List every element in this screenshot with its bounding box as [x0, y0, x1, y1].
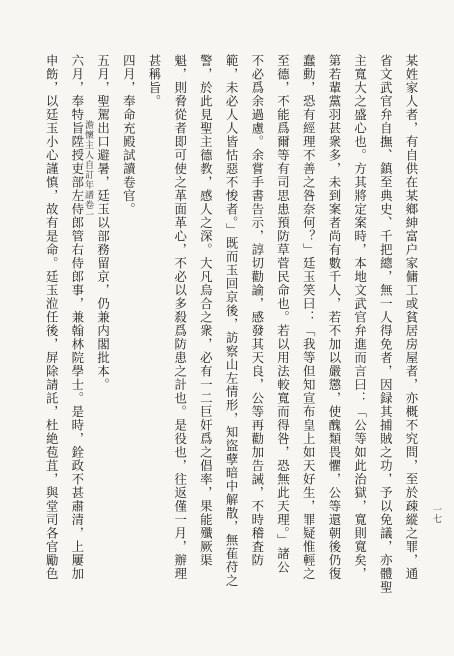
text-column: 六月，奉特旨陞授吏部左侍郎管右侍郎事，兼翰林院學士。是時，銓政不甚肅清，上屢加 — [69, 54, 85, 581]
text-column: 範，未必人人皆怙惡不悛者。」既而玉回京後，訪察山左情形，知盜孽暗中解散，無萑苻之 — [224, 54, 240, 588]
running-head: 澹懷主人自訂年譜卷一 — [83, 120, 93, 220]
text-column: 五月，聖駕出口避暑，廷玉以部務留京，仍兼内閣批本。 — [95, 54, 111, 392]
page-number: 一七 — [431, 505, 441, 523]
text-column: 第若輩黨羽甚衆多，未到案者尚有數千人，若不加以嚴懲，使醜類畏懼，公等還朝後仍復 — [326, 54, 342, 581]
text-column: 申飭，以廷玉小心謹慎，故有是命。廷玉涖任後，屏除請託，杜絶苞苴，與堂司各官勵色 — [44, 54, 60, 581]
text-column: 省文武官弁自撫、鎮至典史、千把總，無一人得免者，因録其捕賊之功，予以免議，亦體聖 — [378, 54, 394, 594]
text-column: 四月，奉命充殿試讀卷官。 — [121, 54, 137, 216]
text-column: 蠢動，恐有經理不善之咎奈何？」廷玉笑曰：「我等但知宣布皇上如天好生，罪疑惟輕之 — [301, 54, 317, 581]
text-column: 魁，則脅從者即可使之革面革心，不必以多殺爲防患之計也。是役也，往返僅一月，辦理 — [172, 54, 188, 581]
text-column: 甚稱旨。 — [146, 54, 162, 108]
text-column: 至德，不能爲爾等有司思患預防草菅民命也。若以用法較寬而得咎，恐無此天理。」諸公 — [275, 54, 291, 575]
text-column: 警，於此見聖主德教，感人之深。大凡烏合之衆，必有一二巨奸爲之倡率，果能殲厥渠 — [198, 54, 214, 567]
text-column: 某姓家人者，有自供在某鄉紳富户家傭工或貧居房屋者，亦概不究問，至於疎縱之罪，通 — [404, 54, 419, 581]
text-column: 主寬大之盛心也。方其將定案時，本地文武官弁進而言曰：「公等如此治獄，寬則寬矣， — [352, 54, 368, 581]
text-column: 不必爲余過慮。余嘗手書告示，諄切勸諭，感發其天良，公等再勸加告誡，不時稽査防 — [249, 54, 265, 567]
